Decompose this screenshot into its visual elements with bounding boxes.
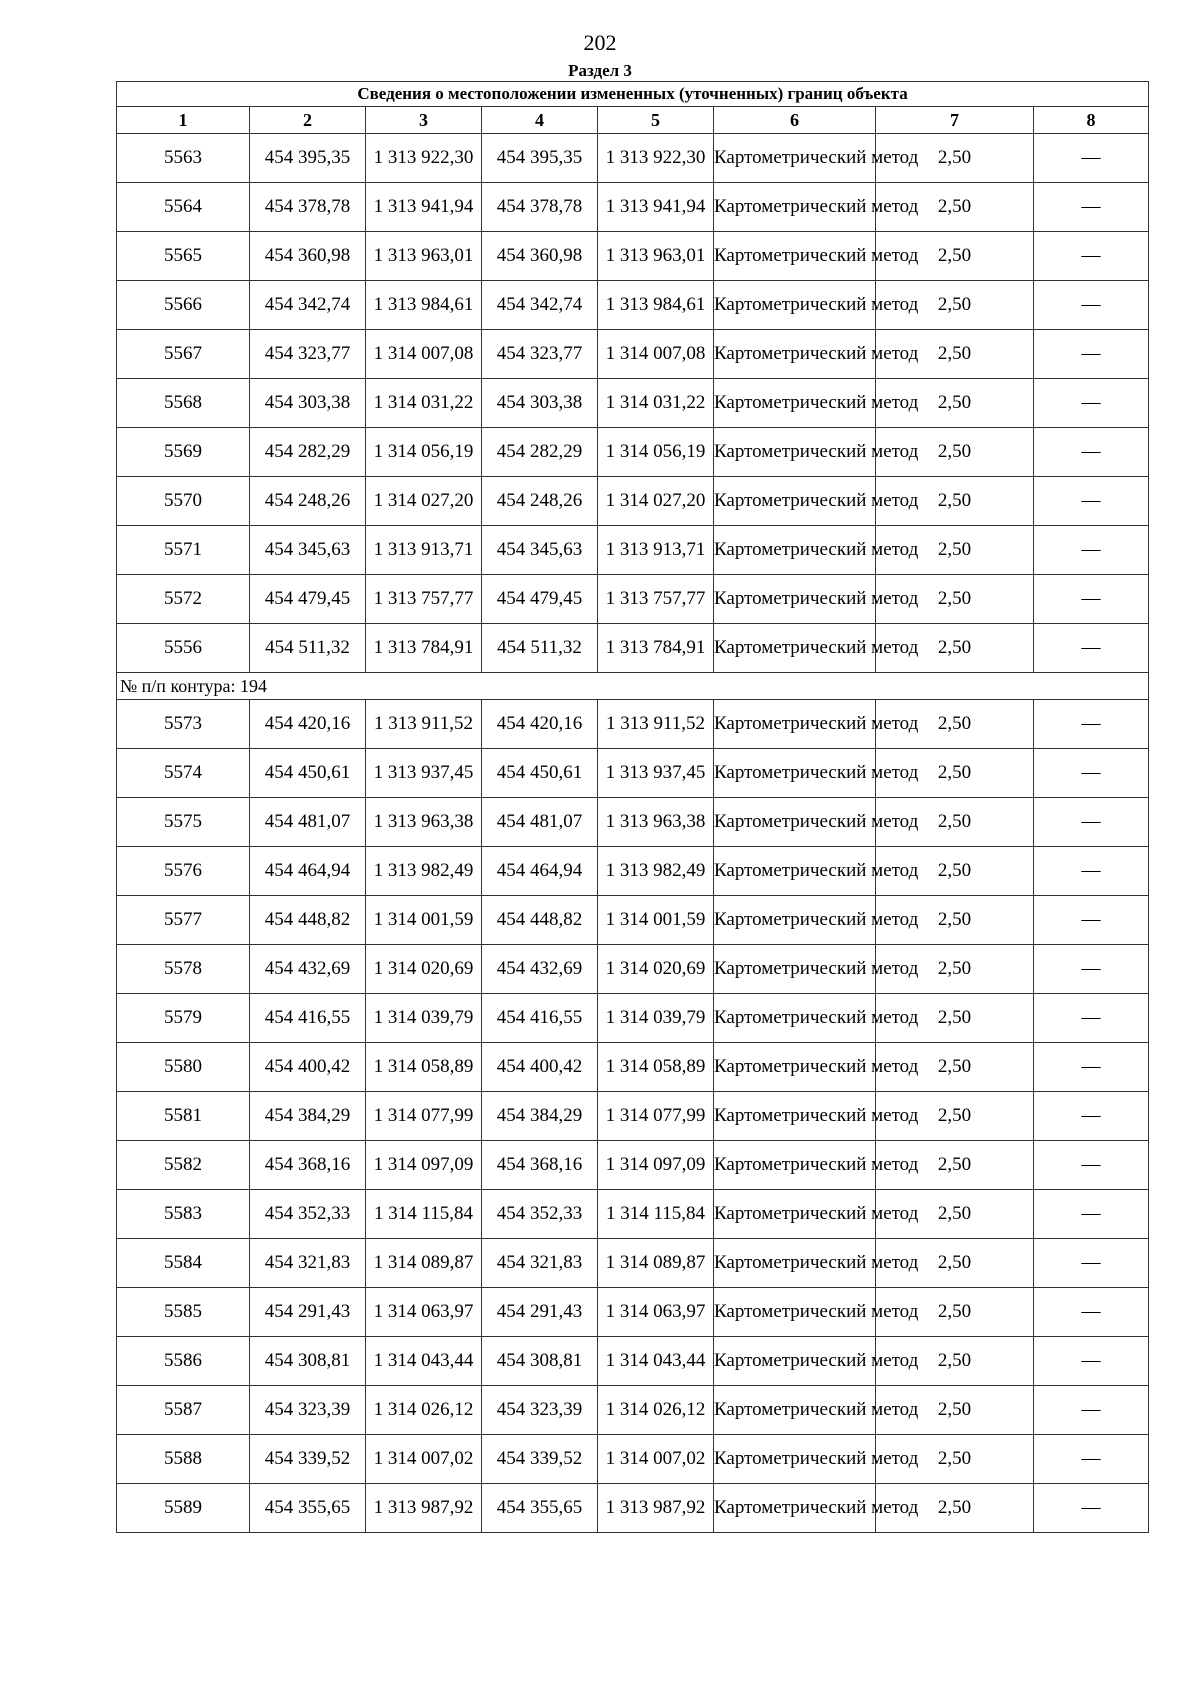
x-old-cell: 454 342,74 — [250, 281, 366, 330]
y-old-cell: 1 314 020,69 — [366, 945, 482, 994]
description-cell: — — [1034, 232, 1149, 281]
point-number-cell: 5576 — [117, 847, 250, 896]
y-new-cell: 1 313 911,52 — [598, 700, 714, 749]
accuracy-cell: 2,50 — [876, 1386, 1034, 1435]
accuracy-cell: 2,50 — [876, 232, 1034, 281]
y-new-cell: 1 313 757,77 — [598, 575, 714, 624]
table-row — [117, 232, 1149, 281]
accuracy-cell: 2,50 — [876, 428, 1034, 477]
table-head — [117, 82, 1149, 134]
x-old-cell: 454 384,29 — [250, 1092, 366, 1141]
point-number-cell: 5583 — [117, 1190, 250, 1239]
point-number-cell: 5573 — [117, 700, 250, 749]
x-new-cell: 454 345,63 — [482, 526, 598, 575]
y-new-cell: 1 314 027,20 — [598, 477, 714, 526]
y-new-cell: 1 313 984,61 — [598, 281, 714, 330]
accuracy-cell: 2,50 — [876, 330, 1034, 379]
x-new-cell: 454 308,81 — [482, 1337, 598, 1386]
description-cell: — — [1034, 798, 1149, 847]
table-row — [117, 526, 1149, 575]
accuracy-cell: 2,50 — [876, 624, 1034, 673]
x-old-cell: 454 323,77 — [250, 330, 366, 379]
table-caption: Сведения о местоположении измененных (уточненных) границ объекта — [117, 82, 1149, 107]
x-old-cell: 454 432,69 — [250, 945, 366, 994]
x-new-cell: 454 448,82 — [482, 896, 598, 945]
table-row — [117, 1141, 1149, 1190]
method-cell: Картометрический метод — [714, 1190, 876, 1239]
description-cell: — — [1034, 945, 1149, 994]
x-new-cell: 454 416,55 — [482, 994, 598, 1043]
column-header: 4 — [482, 107, 598, 134]
point-number-cell: 5579 — [117, 994, 250, 1043]
x-new-cell: 454 352,33 — [482, 1190, 598, 1239]
x-old-cell: 454 448,82 — [250, 896, 366, 945]
accuracy-cell: 2,50 — [876, 700, 1034, 749]
point-number-cell: 5577 — [117, 896, 250, 945]
table-row — [117, 428, 1149, 477]
y-new-cell: 1 314 056,19 — [598, 428, 714, 477]
description-cell: — — [1034, 1435, 1149, 1484]
y-new-cell: 1 314 115,84 — [598, 1190, 714, 1239]
y-new-cell: 1 313 982,49 — [598, 847, 714, 896]
x-new-cell: 454 303,38 — [482, 379, 598, 428]
table-row — [117, 183, 1149, 232]
method-cell: Картометрический метод — [714, 477, 876, 526]
x-old-cell: 454 345,63 — [250, 526, 366, 575]
x-old-cell: 454 303,38 — [250, 379, 366, 428]
x-new-cell: 454 368,16 — [482, 1141, 598, 1190]
y-old-cell: 1 313 987,92 — [366, 1484, 482, 1533]
accuracy-cell: 2,50 — [876, 1435, 1034, 1484]
x-old-cell: 454 355,65 — [250, 1484, 366, 1533]
table-row — [117, 379, 1149, 428]
method-cell: Картометрический метод — [714, 700, 876, 749]
description-cell: — — [1034, 526, 1149, 575]
y-new-cell: 1 314 077,99 — [598, 1092, 714, 1141]
method-cell: Картометрический метод — [714, 1239, 876, 1288]
x-old-cell: 454 321,83 — [250, 1239, 366, 1288]
method-cell: Картометрический метод — [714, 1484, 876, 1533]
accuracy-cell: 2,50 — [876, 575, 1034, 624]
y-new-cell: 1 313 963,38 — [598, 798, 714, 847]
y-old-cell: 1 313 937,45 — [366, 749, 482, 798]
y-new-cell: 1 314 007,02 — [598, 1435, 714, 1484]
accuracy-cell: 2,50 — [876, 896, 1034, 945]
table-row — [117, 1484, 1149, 1533]
table-row — [117, 1337, 1149, 1386]
table-row — [117, 700, 1149, 749]
column-header: 7 — [876, 107, 1034, 134]
description-cell: — — [1034, 1288, 1149, 1337]
y-old-cell: 1 313 922,30 — [366, 134, 482, 183]
y-new-cell: 1 313 937,45 — [598, 749, 714, 798]
point-number-cell: 5565 — [117, 232, 250, 281]
y-old-cell: 1 314 031,22 — [366, 379, 482, 428]
table-body — [117, 134, 1149, 1533]
method-cell: Картометрический метод — [714, 1386, 876, 1435]
table-row — [117, 330, 1149, 379]
x-old-cell: 454 248,26 — [250, 477, 366, 526]
x-new-cell: 454 378,78 — [482, 183, 598, 232]
description-cell: — — [1034, 134, 1149, 183]
x-new-cell: 454 432,69 — [482, 945, 598, 994]
x-new-cell: 454 400,42 — [482, 1043, 598, 1092]
point-number-cell: 5574 — [117, 749, 250, 798]
table-row — [117, 798, 1149, 847]
x-old-cell: 454 416,55 — [250, 994, 366, 1043]
point-number-cell: 5570 — [117, 477, 250, 526]
x-old-cell: 454 464,94 — [250, 847, 366, 896]
accuracy-cell: 2,50 — [876, 379, 1034, 428]
y-old-cell: 1 314 063,97 — [366, 1288, 482, 1337]
y-old-cell: 1 314 001,59 — [366, 896, 482, 945]
accuracy-cell: 2,50 — [876, 477, 1034, 526]
method-cell: Картометрический метод — [714, 896, 876, 945]
method-cell: Картометрический метод — [714, 1435, 876, 1484]
y-old-cell: 1 314 027,20 — [366, 477, 482, 526]
page-number: 202 — [583, 30, 617, 55]
column-header-row — [117, 107, 1149, 134]
y-old-cell: 1 314 115,84 — [366, 1190, 482, 1239]
table-row — [117, 994, 1149, 1043]
method-cell: Картометрический метод — [714, 1141, 876, 1190]
x-new-cell: 454 323,77 — [482, 330, 598, 379]
y-old-cell: 1 314 056,19 — [366, 428, 482, 477]
point-number-cell: 5568 — [117, 379, 250, 428]
point-number-cell: 5575 — [117, 798, 250, 847]
accuracy-cell: 2,50 — [876, 526, 1034, 575]
y-old-cell: 1 314 007,08 — [366, 330, 482, 379]
accuracy-cell: 2,50 — [876, 1239, 1034, 1288]
table-row — [117, 575, 1149, 624]
x-new-cell: 454 481,07 — [482, 798, 598, 847]
x-new-cell: 454 360,98 — [482, 232, 598, 281]
table-row — [117, 281, 1149, 330]
method-cell: Картометрический метод — [714, 281, 876, 330]
point-number-cell: 5566 — [117, 281, 250, 330]
method-cell: Картометрический метод — [714, 428, 876, 477]
table-row — [117, 1092, 1149, 1141]
column-header: 1 — [117, 107, 250, 134]
table-caption-row — [117, 82, 1149, 107]
y-new-cell: 1 314 031,22 — [598, 379, 714, 428]
description-cell: — — [1034, 1190, 1149, 1239]
description-cell: — — [1034, 1386, 1149, 1435]
accuracy-cell: 2,50 — [876, 183, 1034, 232]
column-header: 3 — [366, 107, 482, 134]
y-old-cell: 1 313 963,01 — [366, 232, 482, 281]
method-cell: Картометрический метод — [714, 847, 876, 896]
y-old-cell: 1 313 911,52 — [366, 700, 482, 749]
x-new-cell: 454 323,39 — [482, 1386, 598, 1435]
x-new-cell: 454 248,26 — [482, 477, 598, 526]
point-number-cell: 5580 — [117, 1043, 250, 1092]
x-new-cell: 454 321,83 — [482, 1239, 598, 1288]
y-old-cell: 1 314 039,79 — [366, 994, 482, 1043]
y-old-cell: 1 314 058,89 — [366, 1043, 482, 1092]
y-old-cell: 1 313 963,38 — [366, 798, 482, 847]
accuracy-cell: 2,50 — [876, 1141, 1034, 1190]
column-header: 6 — [714, 107, 876, 134]
y-old-cell: 1 313 784,91 — [366, 624, 482, 673]
accuracy-cell: 2,50 — [876, 1092, 1034, 1141]
accuracy-cell: 2,50 — [876, 281, 1034, 330]
accuracy-cell: 2,50 — [876, 749, 1034, 798]
method-cell: Картометрический метод — [714, 798, 876, 847]
x-old-cell: 454 395,35 — [250, 134, 366, 183]
point-number-cell: 5588 — [117, 1435, 250, 1484]
y-new-cell: 1 314 020,69 — [598, 945, 714, 994]
x-new-cell: 454 282,29 — [482, 428, 598, 477]
x-new-cell: 454 479,45 — [482, 575, 598, 624]
table-row — [117, 945, 1149, 994]
point-number-cell: 5571 — [117, 526, 250, 575]
x-new-cell: 454 339,52 — [482, 1435, 598, 1484]
description-cell: — — [1034, 700, 1149, 749]
x-old-cell: 454 479,45 — [250, 575, 366, 624]
point-number-cell: 5556 — [117, 624, 250, 673]
method-cell: Картометрический метод — [714, 232, 876, 281]
coordinates-table — [116, 81, 1149, 1533]
method-cell: Картометрический метод — [714, 183, 876, 232]
point-number-cell: 5587 — [117, 1386, 250, 1435]
x-new-cell: 454 342,74 — [482, 281, 598, 330]
column-header: 5 — [598, 107, 714, 134]
method-cell: Картометрический метод — [714, 575, 876, 624]
section-title: Раздел 3 — [568, 61, 632, 80]
x-old-cell: 454 339,52 — [250, 1435, 366, 1484]
x-new-cell: 454 450,61 — [482, 749, 598, 798]
x-old-cell: 454 352,33 — [250, 1190, 366, 1239]
description-cell: — — [1034, 749, 1149, 798]
accuracy-cell: 2,50 — [876, 1190, 1034, 1239]
table-row — [117, 847, 1149, 896]
y-old-cell: 1 313 982,49 — [366, 847, 482, 896]
method-cell: Картометрический метод — [714, 749, 876, 798]
x-new-cell: 454 355,65 — [482, 1484, 598, 1533]
y-old-cell: 1 313 984,61 — [366, 281, 482, 330]
accuracy-cell: 2,50 — [876, 847, 1034, 896]
accuracy-cell: 2,50 — [876, 134, 1034, 183]
description-cell: — — [1034, 330, 1149, 379]
x-old-cell: 454 308,81 — [250, 1337, 366, 1386]
x-old-cell: 454 291,43 — [250, 1288, 366, 1337]
point-number-cell: 5586 — [117, 1337, 250, 1386]
y-new-cell: 1 314 001,59 — [598, 896, 714, 945]
table-row — [117, 624, 1149, 673]
x-old-cell: 454 323,39 — [250, 1386, 366, 1435]
contour-label: № п/п контура: 194 — [117, 673, 1149, 700]
y-old-cell: 1 313 757,77 — [366, 575, 482, 624]
point-number-cell: 5581 — [117, 1092, 250, 1141]
y-old-cell: 1 314 007,02 — [366, 1435, 482, 1484]
y-new-cell: 1 313 784,91 — [598, 624, 714, 673]
point-number-cell: 5564 — [117, 183, 250, 232]
point-number-cell: 5567 — [117, 330, 250, 379]
table-row — [117, 1043, 1149, 1092]
point-number-cell: 5584 — [117, 1239, 250, 1288]
point-number-cell: 5572 — [117, 575, 250, 624]
method-cell: Картометрический метод — [714, 1092, 876, 1141]
accuracy-cell: 2,50 — [876, 1043, 1034, 1092]
method-cell: Картометрический метод — [714, 945, 876, 994]
y-old-cell: 1 313 913,71 — [366, 526, 482, 575]
x-new-cell: 454 464,94 — [482, 847, 598, 896]
y-new-cell: 1 314 063,97 — [598, 1288, 714, 1337]
x-old-cell: 454 511,32 — [250, 624, 366, 673]
point-number-cell: 5582 — [117, 1141, 250, 1190]
y-new-cell: 1 313 913,71 — [598, 526, 714, 575]
point-number-cell: 5585 — [117, 1288, 250, 1337]
y-new-cell: 1 314 007,08 — [598, 330, 714, 379]
method-cell: Картометрический метод — [714, 1288, 876, 1337]
method-cell: Картометрический метод — [714, 624, 876, 673]
y-new-cell: 1 314 097,09 — [598, 1141, 714, 1190]
table-row — [117, 134, 1149, 183]
x-new-cell: 454 384,29 — [482, 1092, 598, 1141]
x-old-cell: 454 282,29 — [250, 428, 366, 477]
table-row — [117, 1190, 1149, 1239]
description-cell: — — [1034, 1239, 1149, 1288]
description-cell: — — [1034, 1337, 1149, 1386]
x-old-cell: 454 420,16 — [250, 700, 366, 749]
table-row — [117, 1386, 1149, 1435]
description-cell: — — [1034, 847, 1149, 896]
y-old-cell: 1 314 077,99 — [366, 1092, 482, 1141]
description-cell: — — [1034, 183, 1149, 232]
method-cell: Картометрический метод — [714, 1043, 876, 1092]
description-cell: — — [1034, 624, 1149, 673]
y-new-cell: 1 314 089,87 — [598, 1239, 714, 1288]
accuracy-cell: 2,50 — [876, 798, 1034, 847]
description-cell: — — [1034, 428, 1149, 477]
method-cell: Картометрический метод — [714, 134, 876, 183]
y-new-cell: 1 313 963,01 — [598, 232, 714, 281]
x-new-cell: 454 291,43 — [482, 1288, 598, 1337]
accuracy-cell: 2,50 — [876, 1288, 1034, 1337]
description-cell: — — [1034, 1484, 1149, 1533]
table-row — [117, 477, 1149, 526]
point-number-cell: 5569 — [117, 428, 250, 477]
table-row — [117, 1288, 1149, 1337]
y-new-cell: 1 313 987,92 — [598, 1484, 714, 1533]
x-new-cell: 454 420,16 — [482, 700, 598, 749]
y-old-cell: 1 314 097,09 — [366, 1141, 482, 1190]
y-new-cell: 1 313 941,94 — [598, 183, 714, 232]
accuracy-cell: 2,50 — [876, 1484, 1034, 1533]
y-new-cell: 1 314 043,44 — [598, 1337, 714, 1386]
y-new-cell: 1 314 039,79 — [598, 994, 714, 1043]
method-cell: Картометрический метод — [714, 330, 876, 379]
description-cell: — — [1034, 477, 1149, 526]
description-cell: — — [1034, 1043, 1149, 1092]
y-old-cell: 1 314 043,44 — [366, 1337, 482, 1386]
y-new-cell: 1 314 058,89 — [598, 1043, 714, 1092]
x-old-cell: 454 400,42 — [250, 1043, 366, 1092]
description-cell: — — [1034, 1092, 1149, 1141]
description-cell: — — [1034, 379, 1149, 428]
x-new-cell: 454 395,35 — [482, 134, 598, 183]
x-old-cell: 454 450,61 — [250, 749, 366, 798]
accuracy-cell: 2,50 — [876, 1337, 1034, 1386]
y-old-cell: 1 314 089,87 — [366, 1239, 482, 1288]
description-cell: — — [1034, 896, 1149, 945]
y-new-cell: 1 314 026,12 — [598, 1386, 714, 1435]
method-cell: Картометрический метод — [714, 994, 876, 1043]
column-header: 8 — [1034, 107, 1149, 134]
description-cell: — — [1034, 994, 1149, 1043]
contour-label-row — [117, 673, 1149, 700]
point-number-cell: 5578 — [117, 945, 250, 994]
description-cell: — — [1034, 575, 1149, 624]
point-number-cell: 5563 — [117, 134, 250, 183]
column-header: 2 — [250, 107, 366, 134]
method-cell: Картометрический метод — [714, 526, 876, 575]
y-old-cell: 1 313 941,94 — [366, 183, 482, 232]
x-old-cell: 454 368,16 — [250, 1141, 366, 1190]
table-row — [117, 1435, 1149, 1484]
table-row — [117, 1239, 1149, 1288]
table-row — [117, 749, 1149, 798]
description-cell: — — [1034, 281, 1149, 330]
x-new-cell: 454 511,32 — [482, 624, 598, 673]
method-cell: Картометрический метод — [714, 1337, 876, 1386]
y-new-cell: 1 313 922,30 — [598, 134, 714, 183]
y-old-cell: 1 314 026,12 — [366, 1386, 482, 1435]
method-cell: Картометрический метод — [714, 379, 876, 428]
point-number-cell: 5589 — [117, 1484, 250, 1533]
description-cell: — — [1034, 1141, 1149, 1190]
accuracy-cell: 2,50 — [876, 945, 1034, 994]
x-old-cell: 454 378,78 — [250, 183, 366, 232]
table-row — [117, 896, 1149, 945]
x-old-cell: 454 481,07 — [250, 798, 366, 847]
accuracy-cell: 2,50 — [876, 994, 1034, 1043]
x-old-cell: 454 360,98 — [250, 232, 366, 281]
